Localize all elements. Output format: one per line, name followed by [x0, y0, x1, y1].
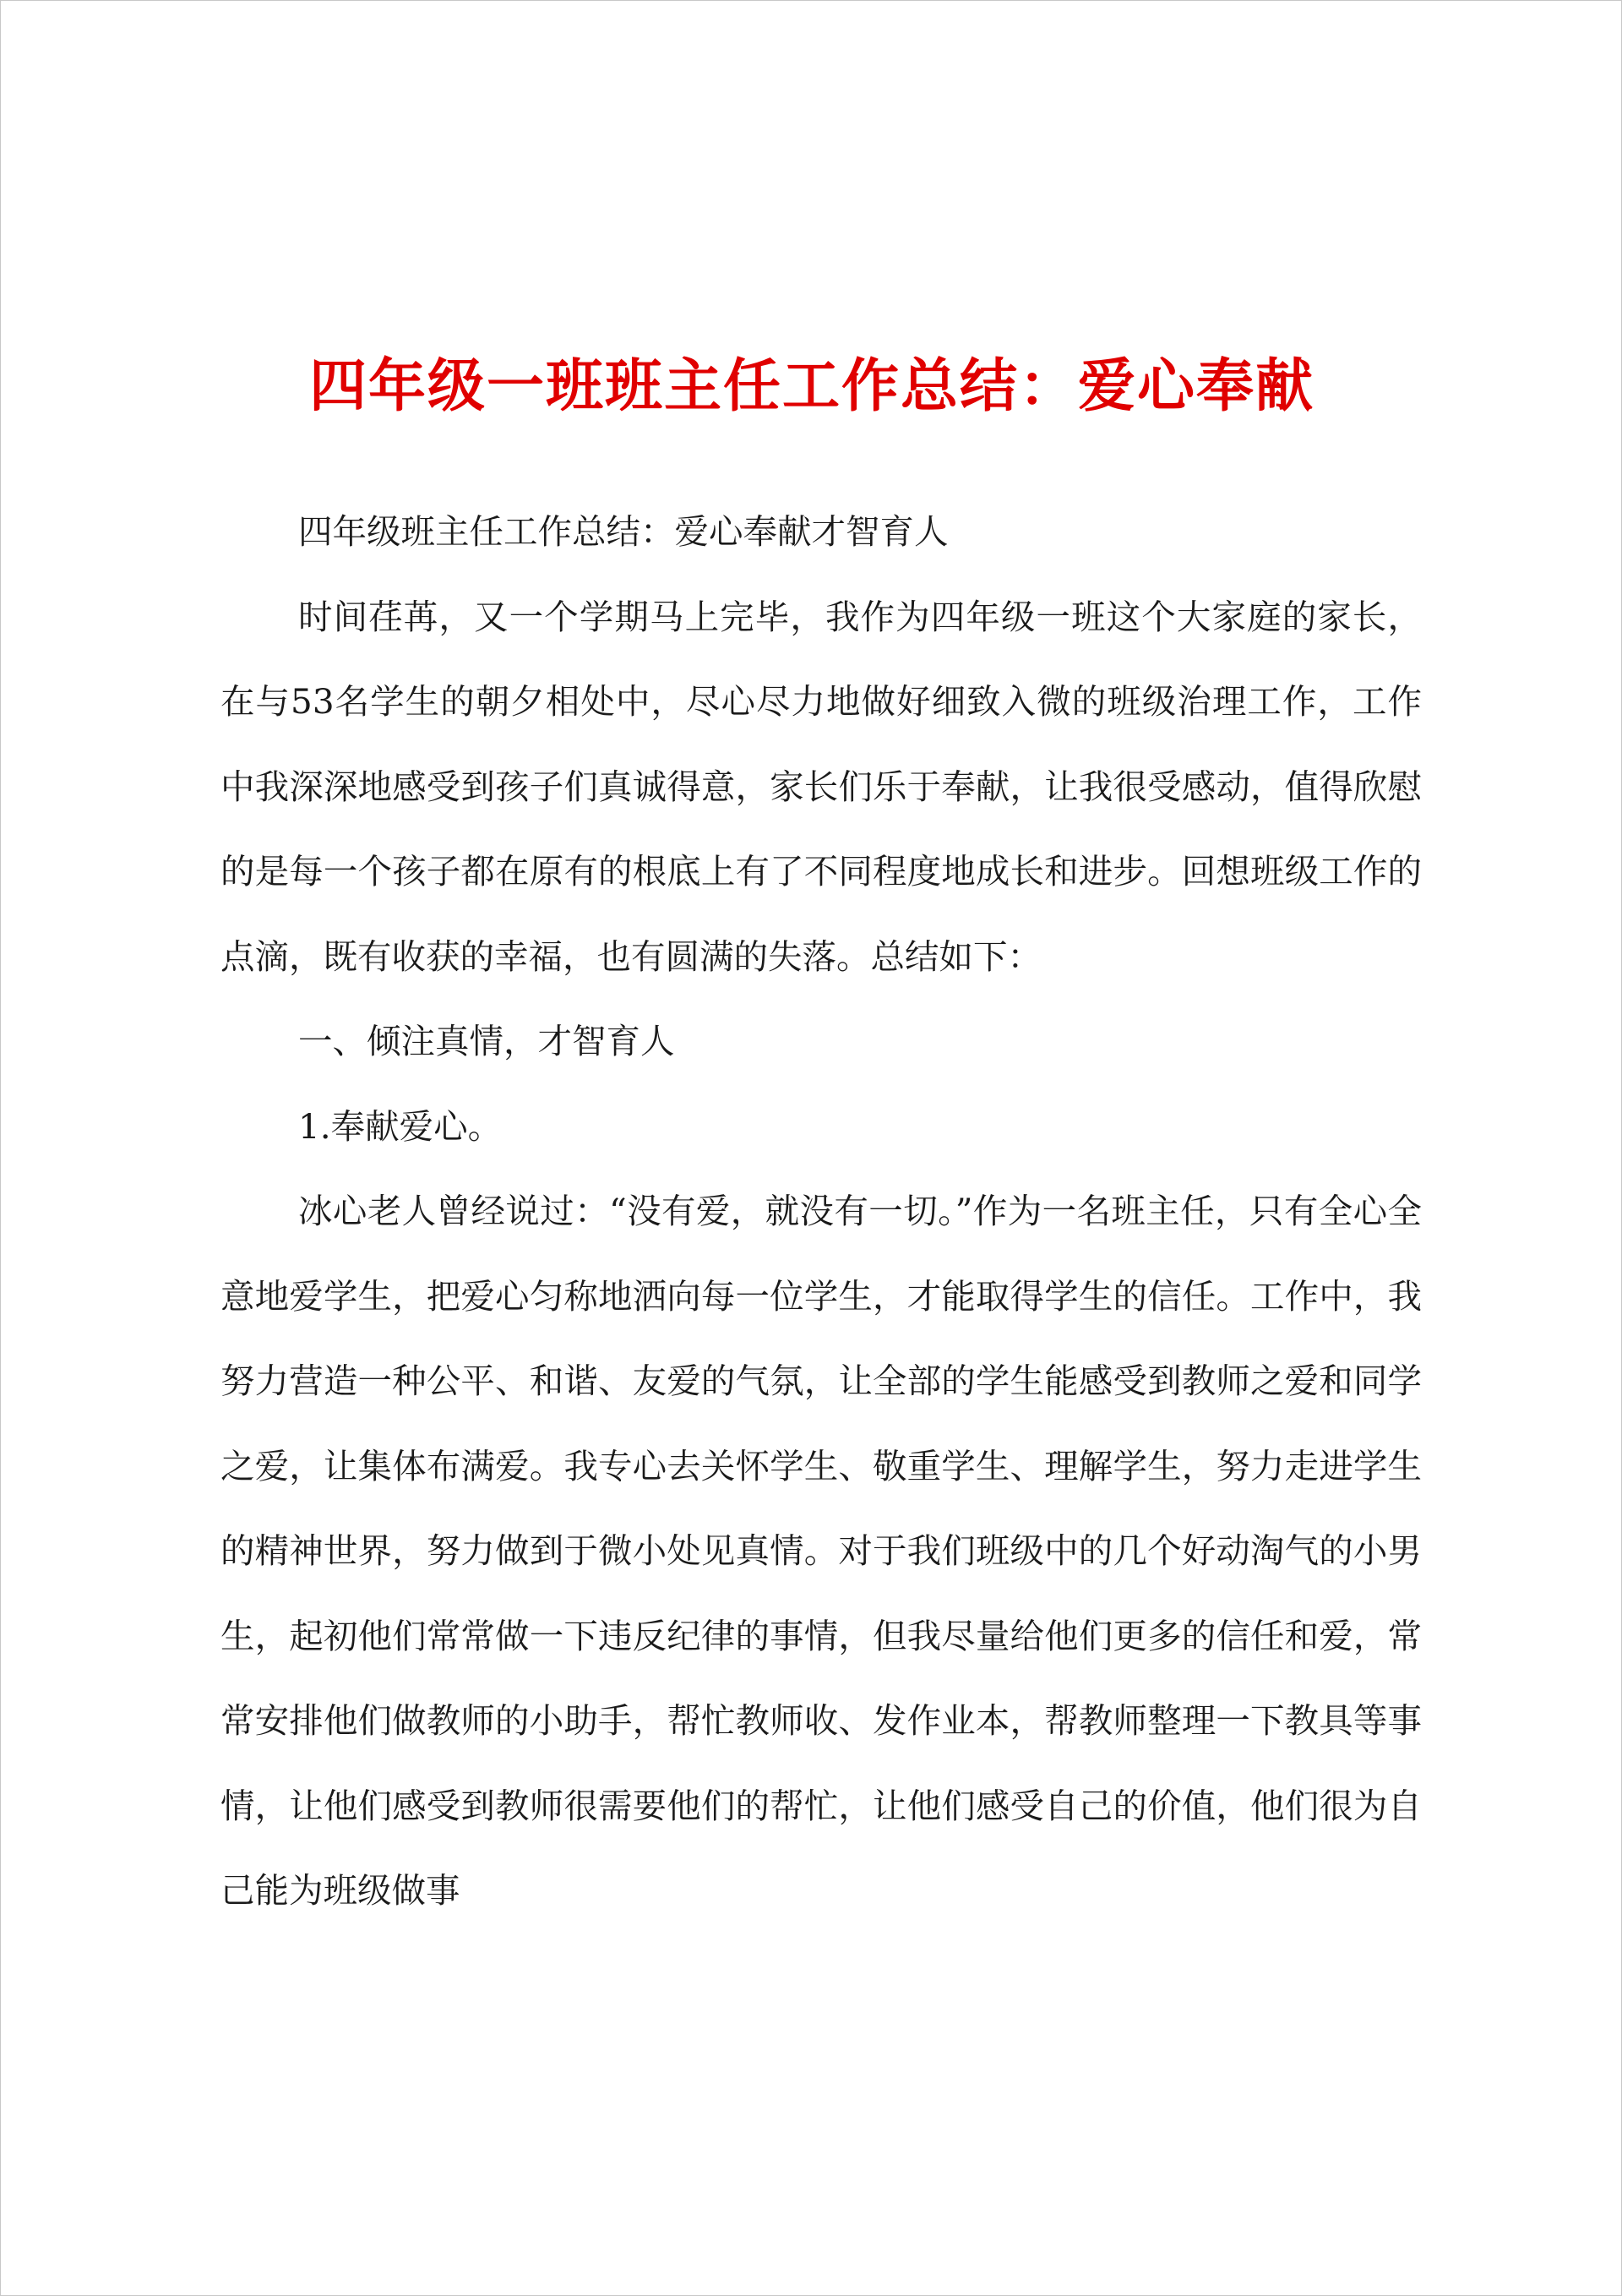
- document-body: [220, 489, 1422, 1933]
- paragraph-body: 冰心老人曾经说过：“没有爱，就没有一切。”作为一名班主任，只有全心全意地爱学生，把爱心匀称地洒向每一位学生，才能取得学生的信任。工作中，我努力营造一种公平、和谐、友爱的气氛，让全部的学生能感受到教师之爱和同学之爱，让集体布满爱。我专心去关怀学生、敬重学生、理解学生，努力走进学生的精神世界，努力做到于微小处见真情。对于我们班级中的几个好动淘气的小男生，起初他们常常做一下违反纪律的事情，但我尽量给他们更多的信任和爱，常常安排他们做教师的小助手，帮忙教师收、发作业本，帮教师整理一下教具等事情，让他们感受到教师很需要他们的帮忙，让他们感受自己的价值，他们很为自己能为班级做事: [220, 1191, 1422, 1911]
- subsection-heading: 1.奉献爱心。: [298, 1105, 503, 1147]
- document-title: 四年级一班班主任工作总结：爱心奉献: [308, 352, 1314, 420]
- paragraph-intro: 时间荏苒，又一个学期马上完毕，我作为四年级一班这个大家庭的家长，在与53名学生的朝夕相处中，尽心尽力地做好细致入微的班级治理工作，工作中我深深地感受到孩子们真诚得意，家长们乐于奉献，让我很受感动，值得欣慰的是每一个孩子都在原有的根底上有了不同程度地成长和进步。回想班级工作的点滴，既有收获的幸福，也有圆满的失落。总结如下：: [220, 596, 1422, 977]
- section-heading: 一、倾注真情，才智育人: [298, 1021, 675, 1061]
- paragraph-subtitle: 四年级班主任工作总结：爱心奉献才智育人: [298, 511, 949, 552]
